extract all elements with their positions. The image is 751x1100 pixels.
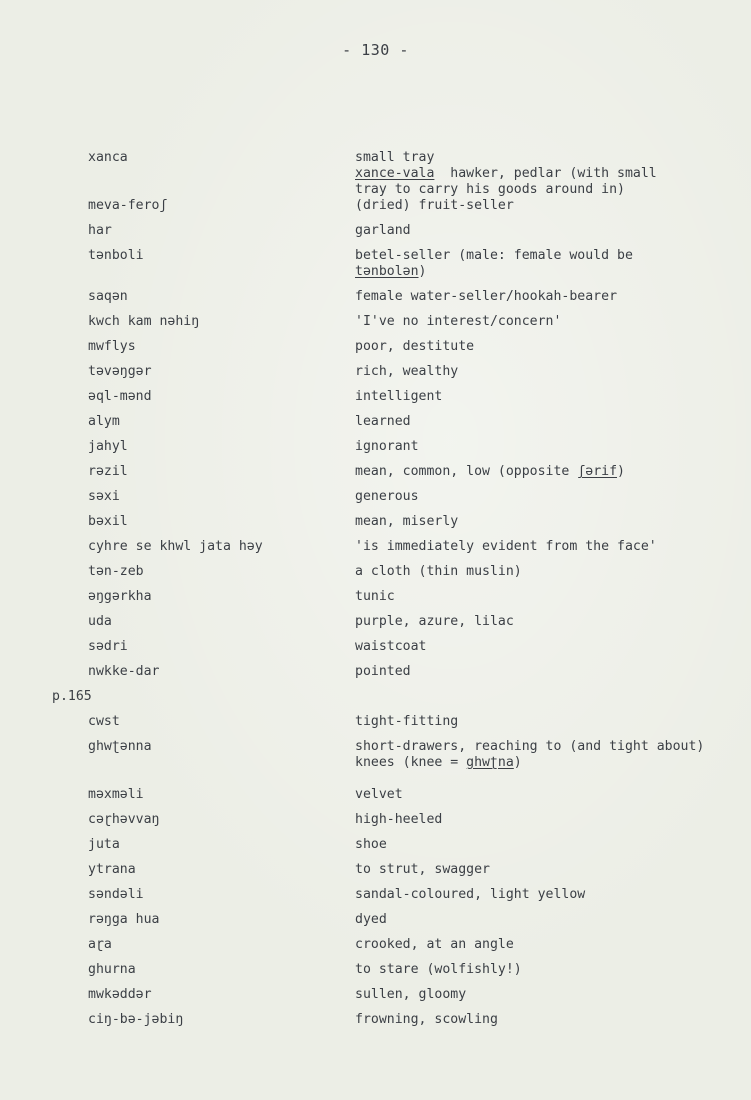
entry-gloss: rich, wealthy <box>355 364 459 379</box>
entry-term: rəŋga hua <box>88 912 160 927</box>
entry-term: ciŋ-bə-jəbiŋ <box>88 1012 184 1027</box>
entry-term: əŋgərkha <box>88 589 152 604</box>
glossary-entry <box>0 812 751 837</box>
entry-gloss: purple, azure, lilac <box>355 614 514 629</box>
glossary-entry <box>0 614 751 639</box>
page-reference-row <box>0 689 751 714</box>
glossary-list <box>0 150 751 1037</box>
page-number: - 130 - <box>342 41 409 59</box>
glossary-entry <box>0 539 751 564</box>
glossary-entry <box>0 739 751 787</box>
glossary-entry <box>0 150 751 198</box>
gloss-text: knees (knee = <box>355 755 467 770</box>
glossary-entry <box>0 389 751 414</box>
underlined-term: ʃərif <box>577 464 618 479</box>
entry-term: uda <box>88 614 112 629</box>
entry-term: mwkəddər <box>88 987 152 1002</box>
entry-gloss: pointed <box>355 664 411 679</box>
gloss-text: ) <box>617 464 625 479</box>
underlined-term: ghwʈna <box>466 755 514 770</box>
glossary-entry <box>0 223 751 248</box>
entry-term: jahyl <box>88 439 128 454</box>
entry-gloss <box>355 150 745 198</box>
glossary-entry <box>0 887 751 912</box>
glossary-entry <box>0 962 751 987</box>
gloss-line <box>355 264 745 280</box>
entry-term: xanca <box>88 150 128 165</box>
gloss-text: ) <box>513 755 522 770</box>
entry-gloss: dyed <box>355 912 387 927</box>
gloss-line: tray to carry his goods around in) <box>355 182 625 197</box>
entry-gloss <box>355 464 745 480</box>
gloss-line <box>355 166 745 182</box>
glossary-entry <box>0 514 751 539</box>
glossary-entry <box>0 248 751 289</box>
glossary-entry <box>0 714 751 739</box>
glossary-entry <box>0 1012 751 1037</box>
entry-term: saqən <box>88 289 128 304</box>
entry-term: səxi <box>88 489 120 504</box>
entry-gloss: poor, destitute <box>355 339 475 354</box>
entry-term: ytrana <box>88 862 136 877</box>
entry-gloss: to strut, swagger <box>355 862 490 877</box>
entry-gloss: shoe <box>355 837 387 852</box>
entry-gloss: crooked, at an angle <box>355 937 514 952</box>
glossary-entry <box>0 862 751 887</box>
entry-gloss <box>355 248 745 280</box>
entry-gloss: a cloth (thin muslin) <box>355 564 522 579</box>
entry-gloss: 'is immediately evident from the face' <box>355 539 657 554</box>
entry-gloss: intelligent <box>355 389 443 404</box>
glossary-entry <box>0 564 751 589</box>
entry-term: bəxil <box>88 514 128 529</box>
entry-term: nwkke-dar <box>88 664 160 679</box>
entry-gloss: tight-fitting <box>355 714 459 729</box>
glossary-entry <box>0 937 751 962</box>
entry-term: rəzil <box>88 464 128 479</box>
entry-gloss: learned <box>355 414 411 429</box>
entry-gloss: generous <box>355 489 419 504</box>
entry-gloss: high-heeled <box>355 812 443 827</box>
glossary-entry <box>0 364 751 389</box>
gloss-line: short-drawers, reaching to (and tight about) <box>355 739 705 754</box>
entry-term: əql-mənd <box>88 389 152 404</box>
entry-term: kwch kam nəhiŋ <box>88 314 200 329</box>
glossary-entry <box>0 664 751 689</box>
glossary-entry <box>0 987 751 1012</box>
gloss-line <box>355 755 745 771</box>
glossary-entry <box>0 289 751 314</box>
entry-term: cyhre se khwl jata həy <box>88 539 263 554</box>
entry-term: tən-zeb <box>88 564 144 579</box>
glossary-entry <box>0 589 751 614</box>
entry-term: məxməli <box>88 787 144 802</box>
entry-gloss: frowning, scowling <box>355 1012 498 1027</box>
entry-gloss: garland <box>355 223 411 238</box>
entry-gloss: (dried) fruit-seller <box>355 198 514 213</box>
underlined-term: xance-vala <box>355 166 435 181</box>
entry-term: ghwʈənna <box>88 739 152 754</box>
entry-gloss <box>355 739 745 771</box>
entry-gloss: velvet <box>355 787 403 802</box>
entry-term: tənboli <box>88 248 144 263</box>
underlined-term: tənbolən <box>355 264 419 279</box>
entry-gloss: waistcoat <box>355 639 427 654</box>
glossary-entry <box>0 639 751 664</box>
gloss-line: small tray <box>355 150 435 165</box>
entry-term: aɽa <box>88 937 112 952</box>
entry-term: mwflys <box>88 339 136 354</box>
entry-term: cəɽhəvvaŋ <box>88 812 160 827</box>
gloss-line: betel-seller (male: female would be <box>355 248 633 263</box>
entry-gloss: 'I've no interest/concern' <box>355 314 562 329</box>
glossary-entry <box>0 439 751 464</box>
entry-term: səndəli <box>88 887 144 902</box>
glossary-entry <box>0 414 751 439</box>
entry-term: sədri <box>88 639 128 654</box>
glossary-entry <box>0 464 751 489</box>
gloss-text: mean, common, low (opposite <box>355 464 578 479</box>
entry-term: har <box>88 223 112 238</box>
entry-term: təvəŋgər <box>88 364 152 379</box>
entry-gloss: female water-seller/hookah-bearer <box>355 289 618 304</box>
entry-term: alym <box>88 414 120 429</box>
glossary-entry <box>0 489 751 514</box>
glossary-entry <box>0 787 751 812</box>
glossary-entry <box>0 912 751 937</box>
entry-gloss: sullen, gloomy <box>355 987 467 1002</box>
gloss-text: hawker, pedlar (with small <box>434 166 657 181</box>
entry-gloss: sandal-coloured, light yellow <box>355 887 586 902</box>
glossary-entry <box>0 837 751 862</box>
entry-gloss: tunic <box>355 589 395 604</box>
glossary-entry <box>0 339 751 364</box>
glossary-entry <box>0 198 751 223</box>
gloss-text: ) <box>418 264 427 279</box>
entry-term: ghurna <box>88 962 136 977</box>
page-reference: p.165 <box>52 689 92 704</box>
entry-term: juta <box>88 837 120 852</box>
entry-term: cwst <box>88 714 120 729</box>
entry-gloss: to stare (wolfishly!) <box>355 962 522 977</box>
entry-gloss: ignorant <box>355 439 419 454</box>
glossary-entry <box>0 314 751 339</box>
entry-term: meva-feroʃ <box>88 198 168 213</box>
entry-gloss: mean, miserly <box>355 514 459 529</box>
